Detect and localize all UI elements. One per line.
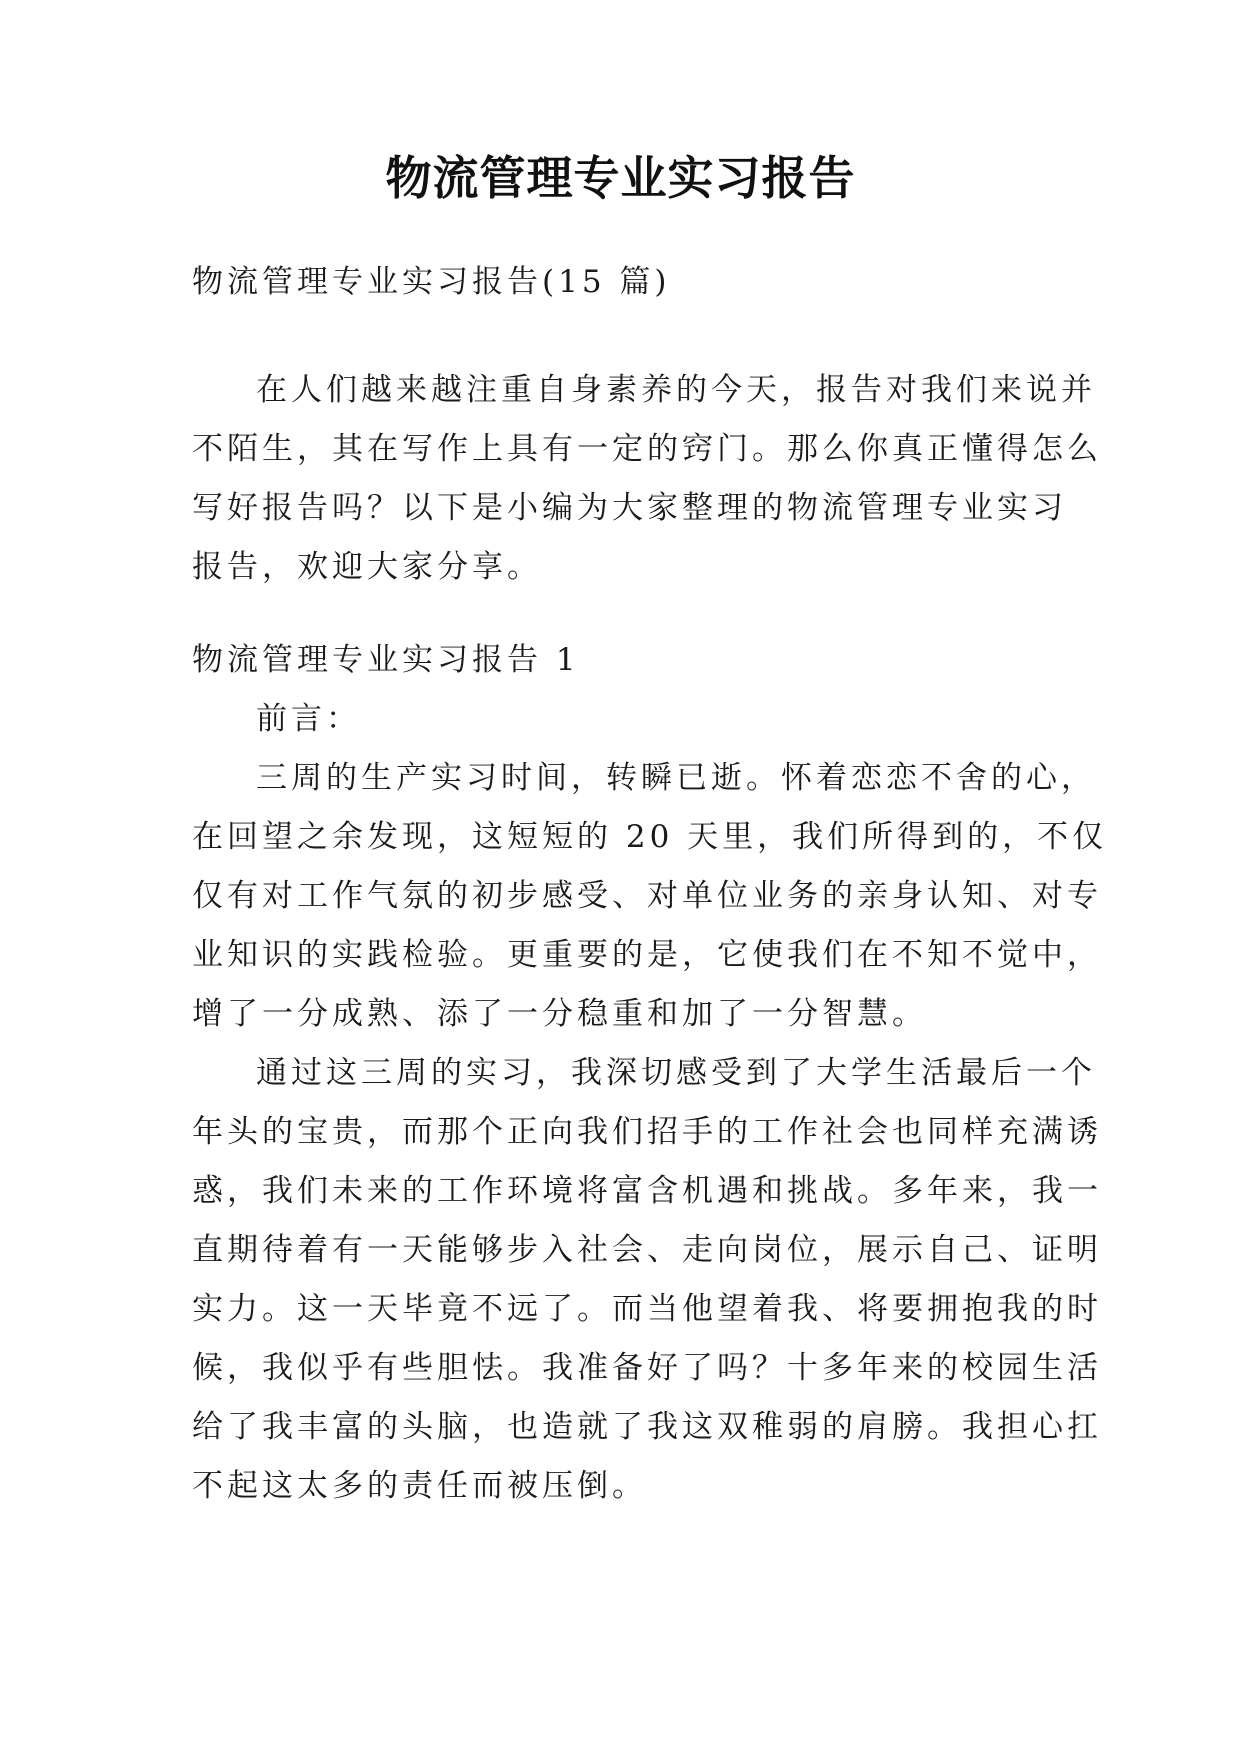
- paragraph-line: 候，我似乎有些胆怯。我准备好了吗？十多年来的校园生活: [192, 1350, 1102, 1386]
- paragraph-line: 给了我丰富的头脑，也造就了我这双稚弱的肩膀。我担心扛: [192, 1409, 1102, 1445]
- intro-line: 在人们越来越注重自身素养的今天，报告对我们来说并: [256, 372, 1096, 408]
- paragraph-line: 年头的宝贵，而那个正向我们招手的工作社会也同样充满诱: [192, 1114, 1102, 1150]
- document-subtitle: 物流管理专业实习报告(15 篇): [192, 264, 671, 300]
- paragraph-line: 惑，我们未来的工作环境将富含机遇和挑战。多年来，我一: [192, 1173, 1102, 1209]
- paragraph-line: 增了一分成熟、添了一分稳重和加了一分智慧。: [192, 996, 927, 1032]
- paragraph-line: 在回望之余发现，这短短的 20 天里，我们所得到的，不仅: [192, 819, 1108, 855]
- paragraph-line: 三周的生产实习时间，转瞬已逝。怀着恋恋不舍的心，: [256, 760, 1096, 796]
- paragraph-line: 直期待着有一天能够步入社会、走向岗位，展示自己、证明: [192, 1232, 1102, 1268]
- paragraph-line: 业知识的实践检验。更重要的是，它使我们在不知不觉中，: [192, 937, 1102, 973]
- preface-label: 前言：: [256, 701, 361, 737]
- intro-line: 不陌生，其在写作上具有一定的窍门。那么你真正懂得怎么: [192, 431, 1102, 467]
- intro-line: 写好报告吗？以下是小编为大家整理的物流管理专业实习: [192, 490, 1067, 526]
- paragraph-line: 实力。这一天毕竟不远了。而当他望着我、将要拥抱我的时: [192, 1291, 1102, 1327]
- paragraph-line: 通过这三周的实习，我深切感受到了大学生活最后一个: [256, 1055, 1096, 1091]
- intro-line: 报告，欢迎大家分享。: [192, 549, 542, 585]
- page-title: 物流管理专业实习报告: [385, 151, 856, 205]
- paragraph-line: 不起这太多的责任而被压倒。: [192, 1468, 647, 1504]
- section-heading: 物流管理专业实习报告 1: [192, 642, 580, 678]
- paragraph-line: 仅有对工作气氛的初步感受、对单位业务的亲身认知、对专: [192, 878, 1102, 914]
